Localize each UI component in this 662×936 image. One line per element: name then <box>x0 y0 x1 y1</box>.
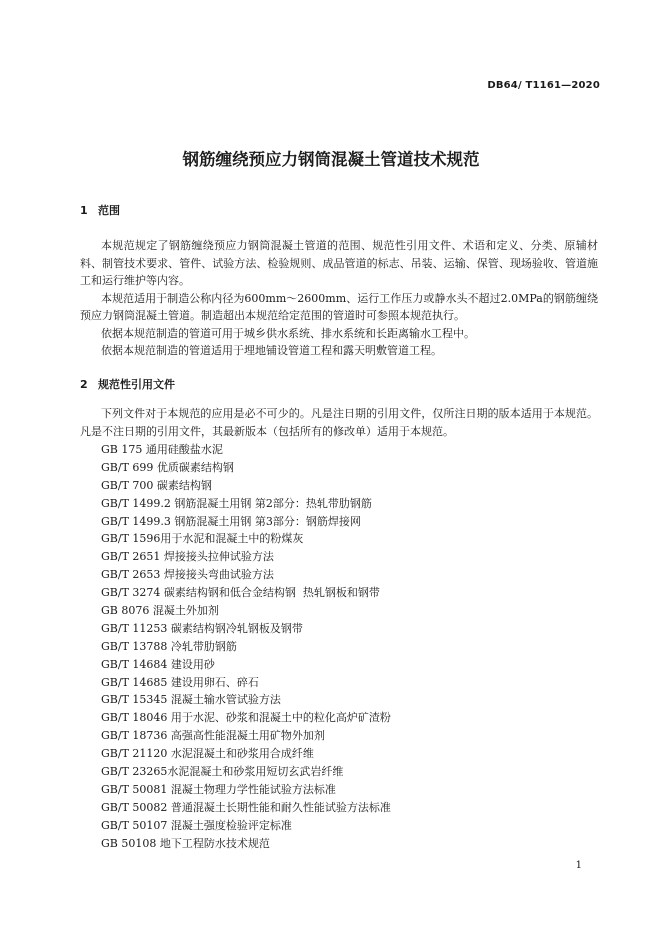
section-1-heading <box>80 202 120 218</box>
section-2-intro <box>80 405 598 440</box>
reference-item: GB/T 50107 混凝土强度检验评定标准 <box>101 818 292 832</box>
reference-item: GB/T 2651 焊接接头拉伸试验方法 <box>101 550 274 564</box>
reference-item: GB/T 1499.3 钢筋混凝土用钢 第3部分：钢筋焊接网 <box>101 514 361 528</box>
reference-item: GB/T 23265水泥混凝土和砂浆用短切玄武岩纤维 <box>101 765 344 779</box>
reference-item: GB/T 18046 用于水泥、砂浆和混凝土中的粒化高炉矿渣粉 <box>101 711 391 725</box>
reference-item: GB/T 14684 建设用砂 <box>101 657 215 671</box>
reference-item: GB/T 50082 普通混凝土长期性能和耐久性能试验方法标准 <box>101 800 391 814</box>
page-number: 1 <box>575 860 582 871</box>
document-code: DB64/ T1161—2020 <box>487 80 600 91</box>
section-1-number: 1 <box>80 204 88 217</box>
reference-item: GB/T 11253 碳素结构钢冷轧钢板及钢带 <box>101 621 303 635</box>
reference-item: GB/T 18736 高强高性能混凝土用矿物外加剂 <box>101 729 325 743</box>
section-2-title: 规范性引用文件 <box>98 378 175 391</box>
reference-item: GB/T 1596用于水泥和混凝土中的粉煤灰 <box>101 532 304 546</box>
reference-item: GB 50108 地下工程防水技术规范 <box>101 836 270 850</box>
reference-item: GB/T 2653 焊接接头弯曲试验方法 <box>101 568 274 582</box>
reference-item: GB 175 通用硅酸盐水泥 <box>101 443 223 456</box>
reference-item: GB/T 50081 混凝土物理力学性能试验方法标准 <box>101 782 336 796</box>
reference-item: GB/T 700 碳素结构钢 <box>101 478 212 492</box>
reference-item: GB/T 699 优质碳素结构钢 <box>101 460 234 474</box>
reference-item: GB/T 13788 冷轧带肋钢筋 <box>101 639 237 653</box>
document-title: 钢筋缠绕预应力钢筒混凝土管道技术规范 <box>182 150 480 169</box>
reference-item: GB/T 21120 水泥混凝土和砂浆用合成纤维 <box>101 747 314 761</box>
reference-item: GB/T 15345 混凝土输水管试验方法 <box>101 693 281 707</box>
scope-paragraph: 依据本规范制造的管道可用于城乡供水系统、排水系统和长距离输水工程中。 <box>101 326 475 340</box>
scope-paragraph: 本规范适用于制造公称内径为600mm～2600mm、运行工作压力或静水头不超过2.0MPa的钢筋缠绕预应力钢筒混凝土管道。制造超出本规范给定范围的管道时可参照本规范执行。 <box>80 291 598 322</box>
reference-item: GB/T 3274 碳素结构钢和低合金结构钢 热轧钢板和钢带 <box>101 586 380 600</box>
section-2-number: 2 <box>80 378 88 391</box>
scope-paragraph: 依据本规范制造的管道适用于埋地铺设管道工程和露天明敷管道工程。 <box>101 344 442 357</box>
reference-item: GB/T 14685 建设用卵石、碎石 <box>101 675 259 689</box>
section-2-heading <box>80 376 175 392</box>
section-1-body <box>80 237 598 360</box>
reference-item: GB 8076 混凝土外加剂 <box>101 604 219 618</box>
reference-list <box>101 441 391 852</box>
references-intro: 下列文件对于本规范的应用是必不可少的。凡是注日期的引用文件，仅所注日期的版本适用于本规范。凡是不注日期的引用文件，其最新版本（包括所有的修改单）适用于本规范。 <box>80 407 598 438</box>
scope-paragraph: 本规范规定了钢筋缠绕预应力钢筒混凝土管道的范围、规范性引用文件、术语和定义、分类、原辅材料、制管技术要求、管件、试验方法、检验规则、成品管道的标志、吊装、运输、保管、现场验收、管道施工和运行维护等内容。 <box>80 239 598 287</box>
reference-item: GB/T 1499.2 钢筋混凝土用钢 第2部分：热轧带肋钢筋 <box>101 496 372 510</box>
section-1-title: 范围 <box>98 204 120 217</box>
